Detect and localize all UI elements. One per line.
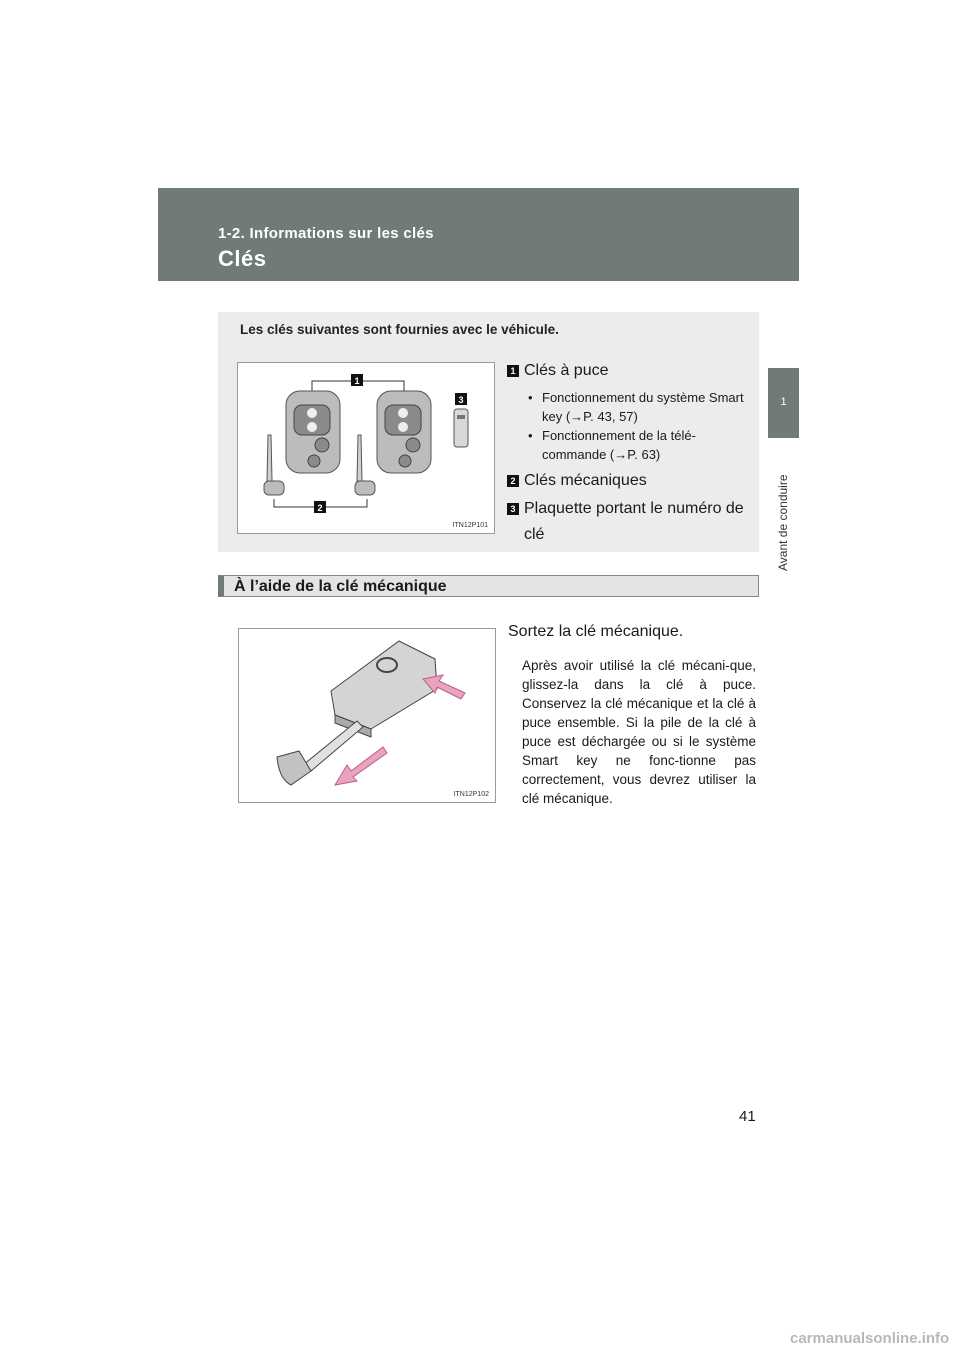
legend-label: Clés mécaniques	[524, 472, 647, 489]
legend-label: Plaquette portant le numéro de clé	[524, 500, 744, 543]
legend-item	[507, 496, 747, 548]
keys-info-box	[218, 312, 759, 552]
subsection-title: À l’aide de la clé mécanique	[234, 578, 447, 595]
watermark: carmanualsonline.info	[790, 1330, 950, 1347]
step-description: Après avoir utilisé la clé mécani-que, glissez-la dans la clé à puce. Conservez la clé mécanique et la clé à puce ensemble. Si la pile de la clé à puce est déchargée ou si le système Smart key ne fonc-tionne pas correctement, vous devrez utiliser la clé mécanique.	[522, 658, 756, 806]
figure-code: ITN12P102	[453, 791, 489, 798]
page-header	[158, 188, 799, 281]
bullet-list	[524, 388, 747, 464]
mechanical-key-icon	[355, 435, 375, 495]
number-badge: 2	[507, 475, 519, 487]
smart-key-icon	[331, 641, 437, 737]
legend-item	[507, 358, 747, 384]
intro-text: Les clés suivantes sont fournies avec le véhicule.	[240, 322, 559, 337]
keys-illustration	[238, 363, 494, 533]
mechanical-key-figure	[238, 628, 496, 803]
smart-key-icon	[377, 391, 431, 473]
page-number: 41	[739, 1108, 756, 1125]
legend-item	[507, 468, 747, 494]
legend-label: Clés à puce	[524, 362, 609, 379]
figure-code: ITN12P101	[452, 522, 488, 529]
bullet-item: • Fonctionnement de la télé-commande (→P. 63)	[524, 426, 747, 464]
keys-figure	[237, 362, 495, 534]
figure-marker: 3	[458, 395, 464, 405]
pull-arrow-icon	[335, 747, 387, 785]
number-badge: 3	[507, 503, 519, 515]
mechanical-key-icon	[264, 435, 284, 495]
figure-marker: 2	[317, 503, 323, 513]
step-text: Sortez la clé mécanique.	[508, 623, 684, 640]
chapter-tab[interactable]	[768, 368, 799, 438]
bullet-item: • Fonctionnement du système Smart key (→P. 43, 57)	[524, 388, 747, 426]
subsection-heading	[218, 575, 759, 597]
section-label: 1-2. Informations sur les clés	[218, 225, 434, 242]
page-title: Clés	[218, 246, 267, 271]
chapter-number: 1	[780, 396, 787, 408]
chapter-title: Avant de conduire	[776, 474, 790, 571]
key-number-plate-icon	[454, 409, 468, 447]
number-badge: 1	[507, 365, 519, 377]
push-arrow-icon	[423, 675, 465, 699]
figure-marker: 1	[354, 376, 360, 386]
smart-key-icon	[286, 391, 340, 473]
key-legend	[507, 356, 747, 548]
mechanical-key-illustration	[239, 629, 495, 802]
